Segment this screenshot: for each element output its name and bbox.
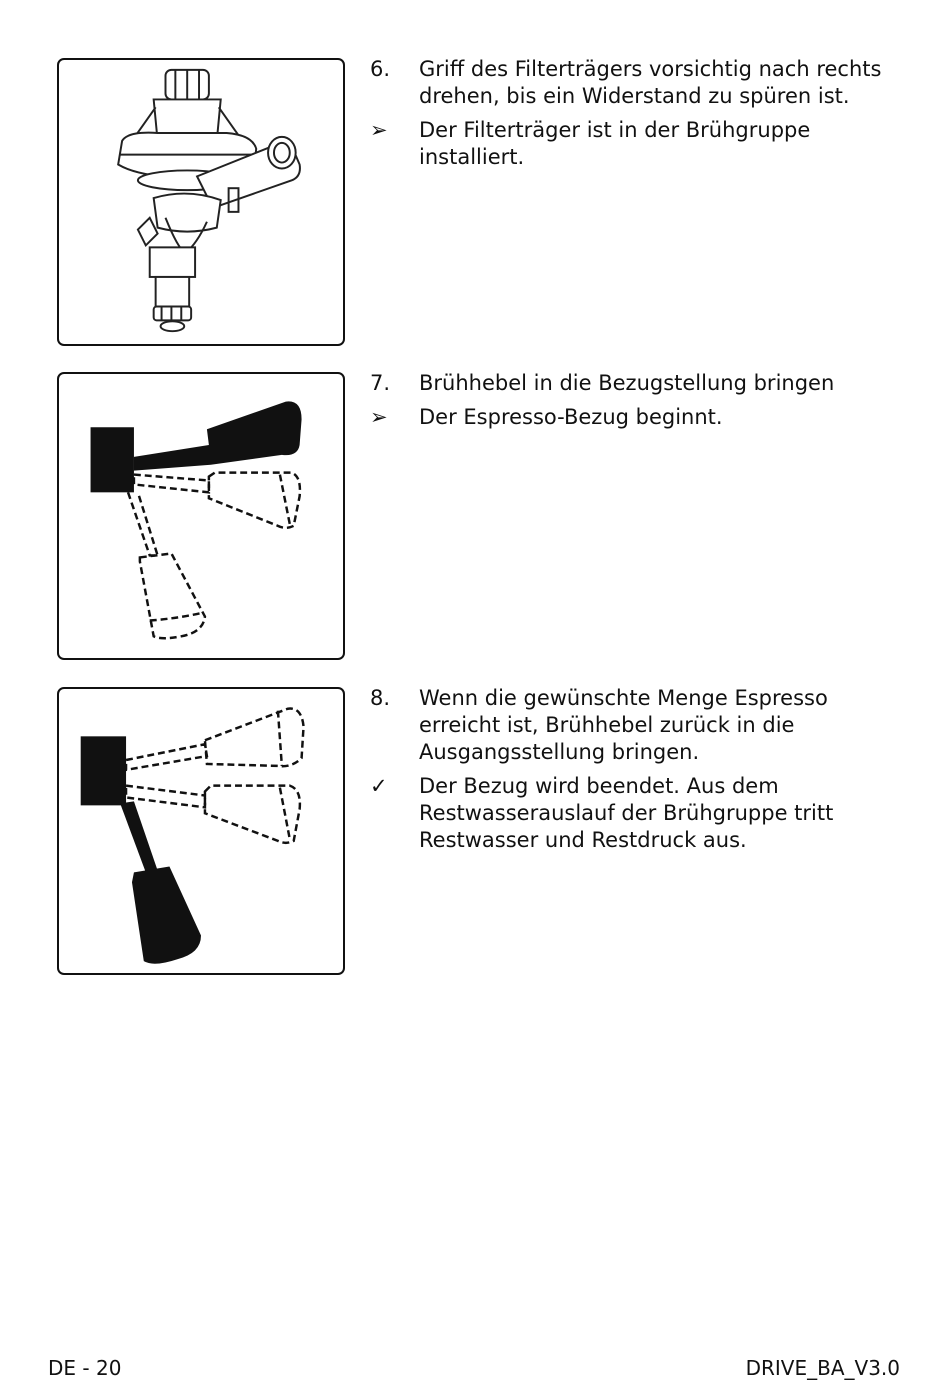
lever-drawing-brew (59, 374, 343, 658)
instruction-row (370, 56, 890, 110)
brew-group-drawing (59, 60, 343, 344)
result-text: Der Espresso-Bezug beginnt. (419, 405, 723, 429)
instruction-text: Brühhebel in die Bezugstellung bringen (419, 371, 835, 395)
step-number: 7. (370, 371, 391, 395)
result-text: Der Filterträger ist in der Brühgruppe installiert. (419, 118, 811, 169)
page-number: DE - 20 (48, 1356, 122, 1380)
lever-brewing-position-illustration (57, 372, 345, 660)
brew-group-portafilter-illustration (57, 58, 345, 346)
instruction-text: Griff des Filterträgers vorsichtig nach rechts drehen, bis ein Widerstand zu spüren ist. (419, 57, 882, 108)
result-row (370, 773, 890, 854)
step-7 (370, 370, 890, 438)
arrow-bullet-icon: ➢ (370, 118, 388, 142)
step-8 (370, 685, 890, 861)
step-6 (370, 56, 890, 178)
result-row (370, 404, 890, 431)
step-number: 8. (370, 686, 391, 710)
lever-initial-position-illustration (57, 687, 345, 975)
arrow-bullet-icon: ➢ (370, 405, 388, 429)
instruction-row (370, 685, 890, 766)
instruction-text: Wenn die gewünschte Menge Espresso erreicht ist, Brühhebel zurück in die Ausgangsstellung bringen. (419, 686, 828, 764)
document-id: DRIVE_BA_V3.0 (745, 1356, 900, 1380)
result-text: Der Bezug wird beendet. Aus dem Restwasserauslauf der Brühgruppe tritt Restwasser und Restdruck aus. (419, 774, 834, 852)
step-number: 6. (370, 57, 391, 81)
result-row (370, 117, 890, 171)
instruction-row (370, 370, 890, 397)
lever-drawing-return (59, 689, 343, 973)
checkmark-icon: ✓ (370, 774, 388, 798)
